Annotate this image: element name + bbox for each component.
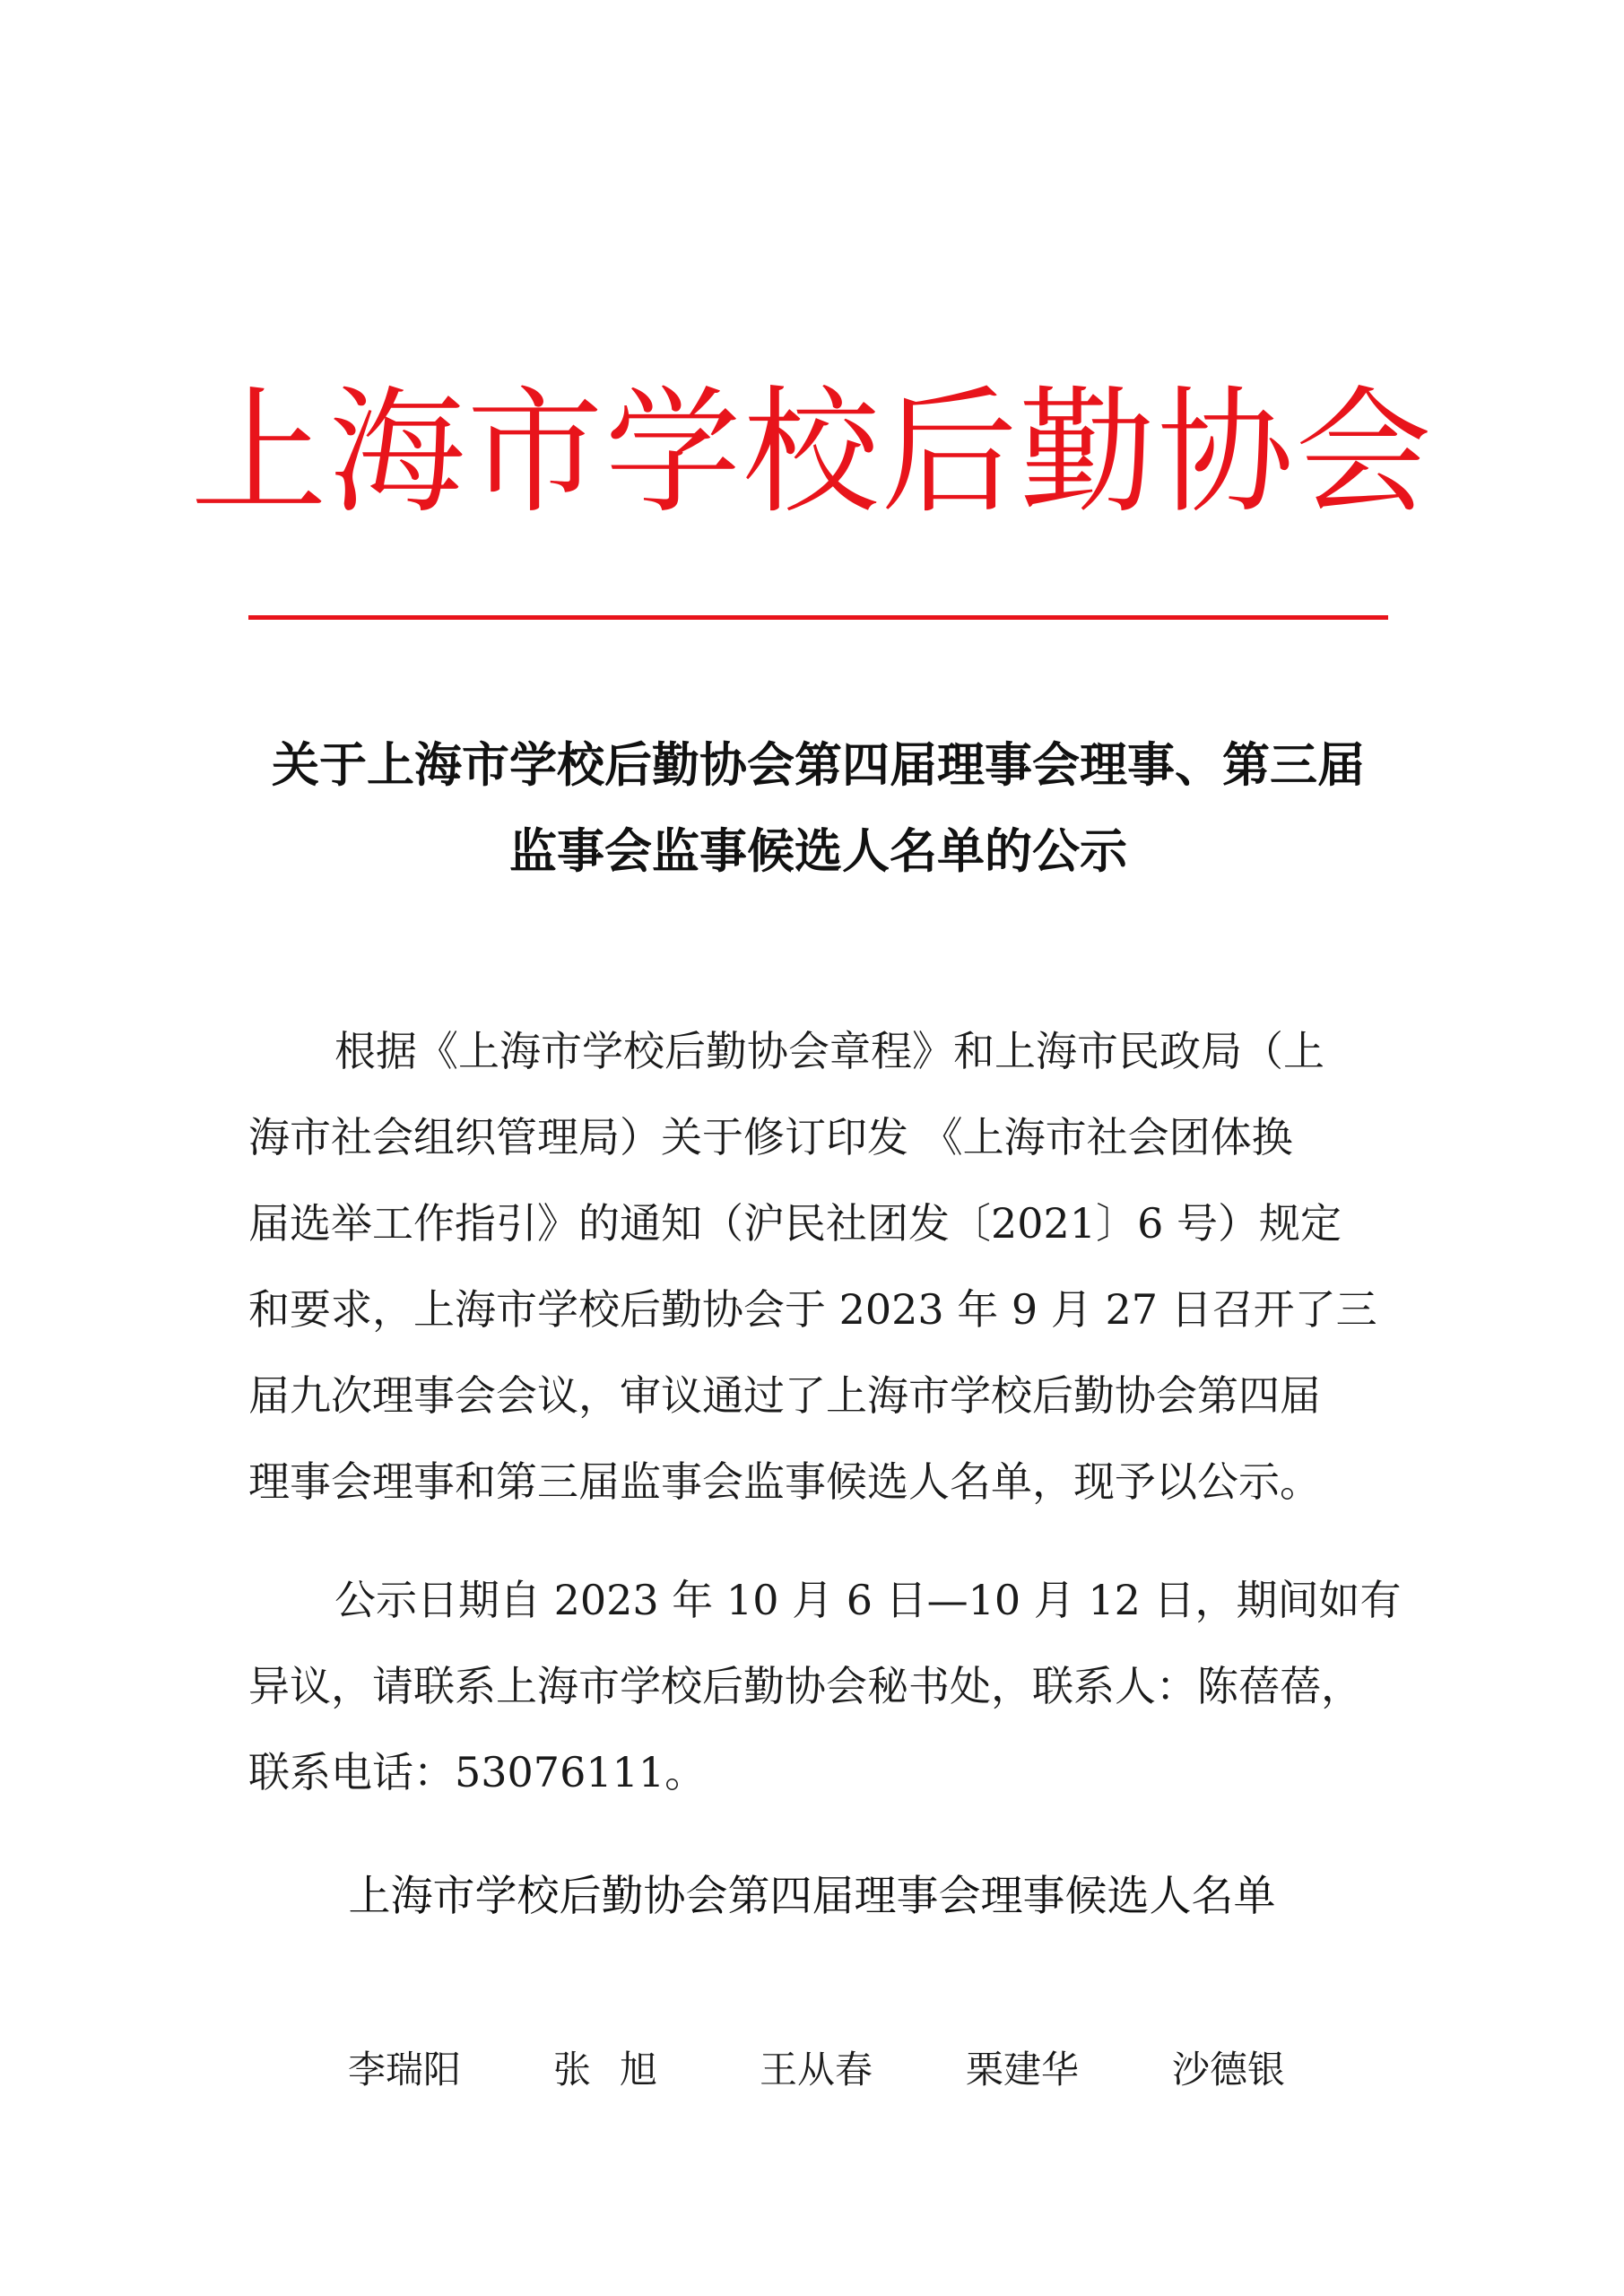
candidate-name: 王从春 <box>760 2048 873 2092</box>
paragraph-line: 海市社会组织管理局）关于修订印发 《上海市社会团体换 <box>248 1113 1293 1161</box>
paragraph-line: 理事会理事和第三届监事会监事候选人名单，现予以公示。 <box>248 1457 1321 1506</box>
masthead-divider <box>248 615 1388 620</box>
candidate-name: 栗建华 <box>966 2048 1080 2092</box>
candidate-list-heading: 上海市学校后勤协会第四届理事会理事候选人名单 <box>348 1872 1276 1921</box>
paragraph-line: 异议，请联系上海市学校后勤协会秘书处，联系人：陈蓓蓓， <box>248 1662 1362 1710</box>
document-title <box>248 723 1388 895</box>
candidate-name: 张旭 <box>553 2048 687 2092</box>
body-paragraph-1 <box>248 1008 1388 1525</box>
body-paragraph-2 <box>248 1557 1402 1815</box>
paragraph-line: 联系电话：53076111。 <box>248 1748 707 1796</box>
paragraph-line: 届九次理事会会议，审议通过了上海市学校后勤协会第四届 <box>248 1371 1321 1420</box>
candidate-name: 李瑞阳 <box>348 2048 462 2092</box>
paragraph-line: 公示日期自 2023 年 10 月 6 日—10 月 12 日，期间如有 <box>334 1576 1402 1624</box>
paragraph-line: 根据《上海市学校后勤协会章程》和上海市民政局（上 <box>334 1027 1324 1075</box>
candidate-name: 沙德银 <box>1172 2048 1286 2092</box>
organization-masthead: 上海市学校后勤协会 <box>190 373 1434 532</box>
document-title-line-1: 关于上海市学校后勤协会第四届理事会理事、第三届 <box>272 738 1365 793</box>
candidate-names-row <box>0 2034 1624 2106</box>
paragraph-line: 届选举工作指引》的通知（沪民社团发〔2021〕6 号）规定 <box>248 1199 1342 1248</box>
paragraph-line: 和要求，上海市学校后勤协会于 2023 年 9 月 27 日召开了三 <box>248 1285 1377 1334</box>
document-title-line-2: 监事会监事候选人名单的公示 <box>509 824 1127 879</box>
